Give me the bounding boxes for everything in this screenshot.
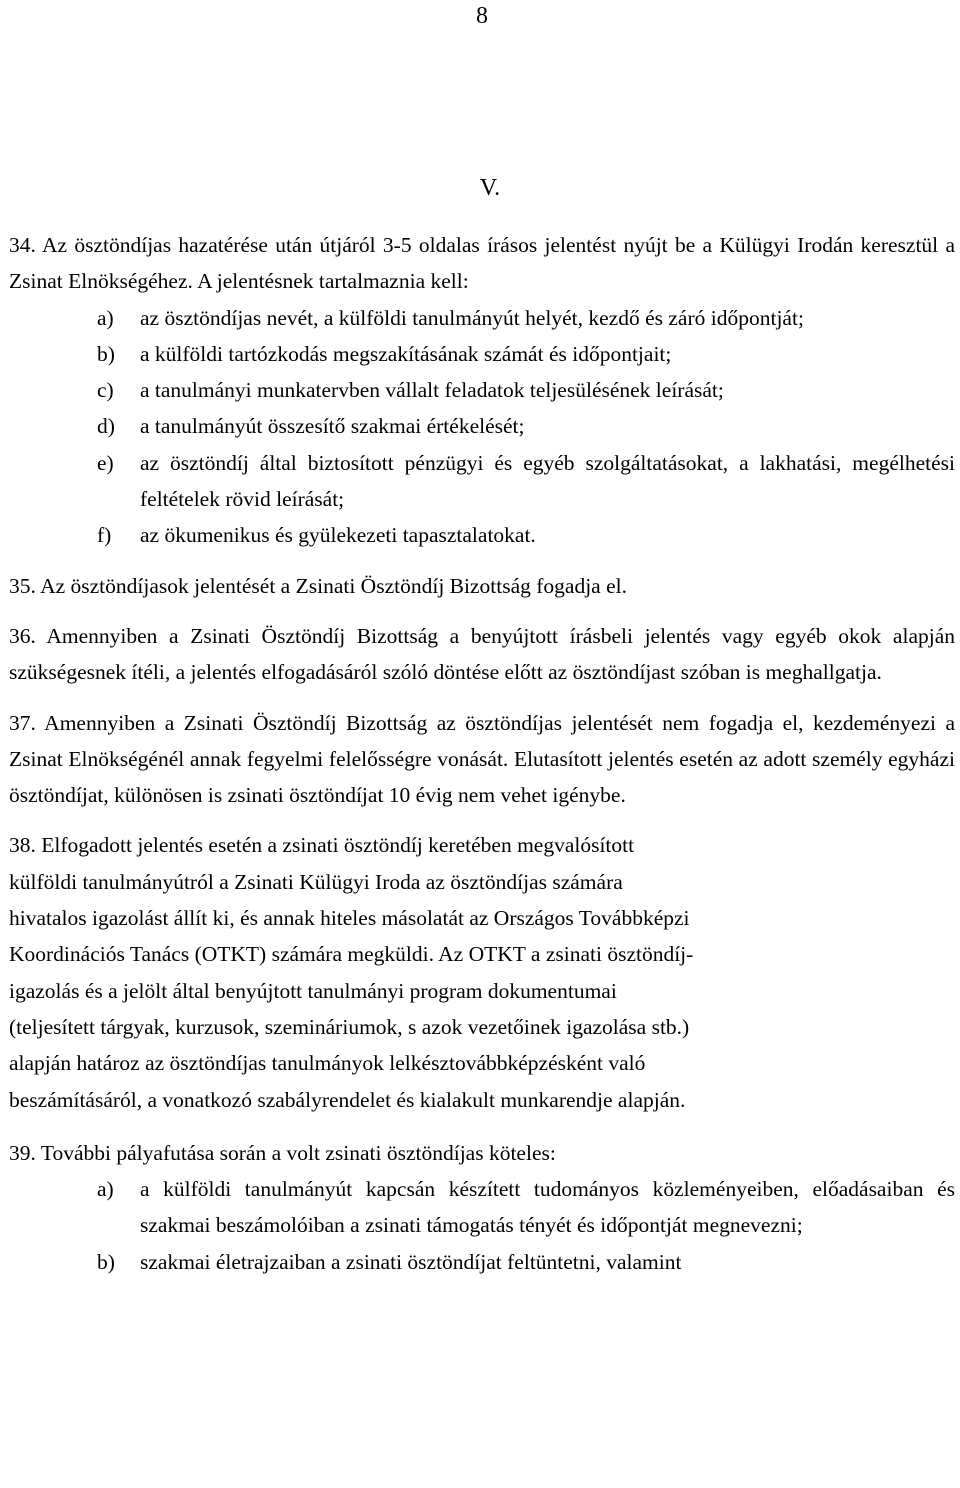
list-marker: b) (97, 341, 115, 366)
paragraph-39-intro: 39. További pályafutása során a volt zsinati ösztöndíjas köteles: (9, 1140, 556, 1165)
list-item-text: szakmai életrajzaiban a zsinati ösztöndíjat feltüntetni, valamint (140, 1249, 682, 1274)
list-marker: c) (97, 378, 114, 403)
list-marker: a) (97, 305, 114, 330)
list-item-text: a tanulmányi munkatervben vállalt feladatok teljesülésének leírását; (140, 378, 724, 403)
list-item (9, 372, 955, 408)
paragraph-38: 38. Elfogadott jelentés esetén a zsinati ösztöndíj keretében megvalósított külföldi tanulmányútról a Zsinati Külügyi Iroda az ösztöndíjas számára hivatalos igazolást állít ki, és annak hiteles másolatát az Országos Továbbképzi Koordinációs Tanács (OTKT) számára megküldi. Az OTKT a zsinati ösztöndíj- igazolás és a jelölt által benyújtott tanulmányi program dokumentumai (teljesített tárgyak, kurzusok, szemináriumok, s azok vezetőinek igazolása stb.) alapján határoz az ösztöndíjas tanulmányok lelkésztovábbképzésként való beszámításáról, a vonatkozó szabályrendelet és kialakult munkarendje alapján. (9, 833, 694, 1112)
document-body (9, 227, 955, 1280)
list-marker: a) (97, 1177, 114, 1202)
list-item-text: az ösztöndíj által biztosított pénzügyi és egyéb szolgáltatásokat, a lakhatási, megélhetési feltételek rövid leírását; (140, 450, 955, 512)
list-item (9, 336, 955, 372)
list-item (9, 517, 955, 553)
list-item-text: a külföldi tanulmányút kapcsán készített tudományos közleményeiben, előadásaiban és szakmai beszámolóiban a zsinati támogatás tényét és időpontját megnevezni; (140, 1177, 955, 1238)
paragraph-35: 35. Az ösztöndíjasok jelentését a Zsinati Ösztöndíj Bizottság fogadja el. (9, 573, 627, 598)
paragraph-34-intro: 34. Az ösztöndíjas hazatérése után útjáról 3-5 oldalas írásos jelentést nyújt be a Külügyi Irodán keresztül a Zsinat Elnökségéhez. A jelentésnek tartalmaznia kell: (9, 233, 955, 294)
list-marker: e) (97, 450, 114, 475)
list-item-text: a külföldi tartózkodás megszakításának számát és időpontjait; (140, 341, 672, 366)
paragraph-36: 36. Amennyiben a Zsinati Ösztöndíj Bizottság a benyújtott írásbeli jelentés vagy egyéb okok alapján szükségesnek ítéli, a jelentés elfogadásáról szóló döntése előtt az ösztöndíjast szóban is meghallgatja. (9, 623, 955, 685)
document-page (9, 0, 955, 1488)
paragraph-37: 37. Amennyiben a Zsinati Ösztöndíj Bizottság az ösztöndíjas jelentését nem fogadja el, kezdeményezi a Zsinat Elnökségénél annak fegyelmi felelősségre vonását. Elutasított jelentés esetén az adott személy egyházi ösztöndíjat, különösen is zsinati ösztöndíjat 10 évig nem vehet igénybe. (9, 710, 955, 808)
list-item-text: az ökumenikus és gyülekezeti tapasztalatokat. (140, 523, 536, 548)
list-item (9, 300, 955, 336)
section-heading-text: V. (479, 175, 501, 201)
list-item (9, 1171, 955, 1244)
section-heading (9, 174, 955, 202)
list-item (9, 408, 955, 444)
list-marker: b) (97, 1249, 115, 1274)
list-marker: d) (97, 414, 115, 439)
list-item-text: az ösztöndíjas nevét, a külföldi tanulmányút helyét, kezdő és záró időpontját; (140, 305, 804, 330)
paragraph-34-list (9, 300, 955, 554)
list-item-text: a tanulmányút összesítő szakmai értékelését; (140, 414, 525, 439)
list-item (9, 445, 955, 518)
page-number: 8 (476, 3, 488, 29)
list-marker: f) (97, 523, 112, 548)
list-item (9, 1244, 955, 1280)
paragraph-39-list (9, 1171, 955, 1280)
